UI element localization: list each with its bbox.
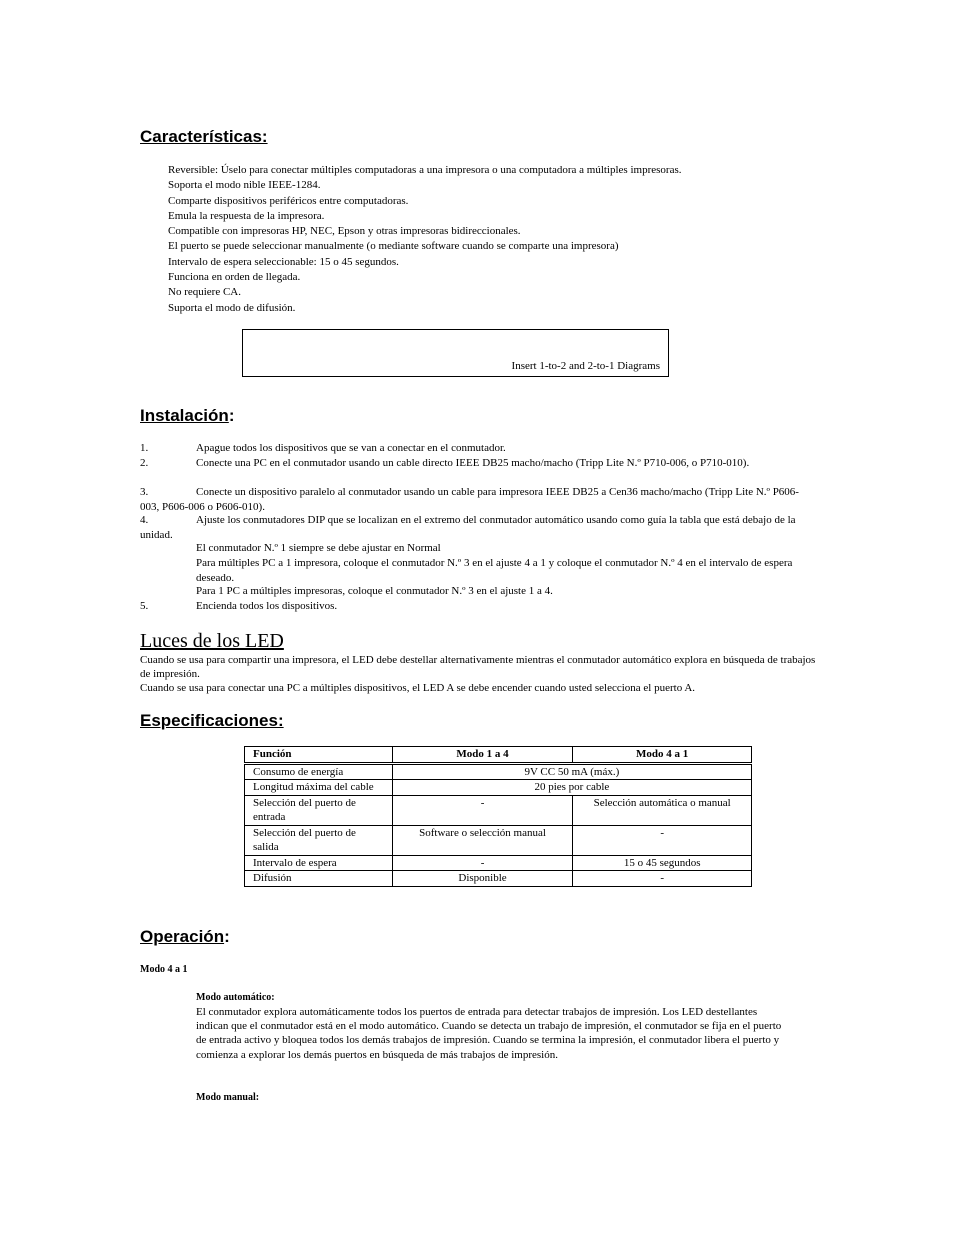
cell-modo-1a4: - bbox=[392, 795, 573, 825]
step-number: 4. bbox=[140, 514, 149, 526]
cell-modo-1a4: - bbox=[392, 855, 573, 871]
table-row bbox=[245, 795, 752, 825]
cell-modo-4a1: - bbox=[573, 871, 752, 887]
feature-item: Comparte dispositivos periféricos entre computadoras. bbox=[168, 194, 409, 207]
column-header: Modo 4 a 1 bbox=[573, 747, 752, 764]
row-label: Selección del puerto de salida bbox=[245, 825, 393, 855]
table-row bbox=[245, 855, 752, 871]
merged-cell: 9V CC 50 mA (máx.) bbox=[392, 763, 751, 780]
step-text: Ajuste los conmutadores DIP que se localizan en el extremo del conmutador automático usando como guía la tabla que está debajo de la unidad. bbox=[140, 514, 796, 541]
diagram-placeholder-text: Insert 1-to-2 and 2-to-1 Diagrams bbox=[511, 360, 660, 372]
install-step bbox=[140, 485, 816, 514]
row-label: Consumo de energía bbox=[245, 763, 393, 780]
instalacion-heading-colon: : bbox=[228, 406, 235, 425]
step-number: 3. bbox=[140, 486, 149, 498]
install-step bbox=[140, 599, 816, 614]
feature-item: Compatible con impresoras HP, NEC, Epson y otras impresoras bidireccionales. bbox=[168, 225, 521, 238]
feature-item: Emula la respuesta de la impresora. bbox=[168, 209, 325, 222]
merged-cell: 20 pies por cable bbox=[392, 780, 751, 796]
step-number: 5. bbox=[140, 600, 149, 612]
feature-item: Soporta el modo nible IEEE-1284. bbox=[168, 179, 321, 192]
features-list bbox=[168, 163, 681, 316]
cell-modo-4a1: Selección automática o manual bbox=[573, 795, 752, 825]
operacion-heading bbox=[140, 927, 230, 947]
cell-modo-4a1: 15 o 45 segundos bbox=[573, 855, 752, 871]
auto-mode-text: El conmutador explora automáticamente todos los puertos de entrada para detectar trabajos de impresión. Los LED destellantes indican que el conmutador está en el modo automático. Cuando se detecta un trabajo de impresión, el conmutador se fija en el puerto de entrada activo y bloquea todos los demás trabajos de impresión. Cuando se termina la impresión, el conmutador libera el puerto y comienza a explorar los demás puertos en búsqueda de más trabajos de impresión. bbox=[196, 1006, 782, 1061]
row-label: Selección del puerto de entrada bbox=[245, 795, 393, 825]
operacion-heading-colon: : bbox=[224, 927, 230, 946]
install-step bbox=[140, 456, 816, 471]
step-text: Apague todos los dispositivos que se van a conectar en el conmutador. bbox=[196, 442, 506, 454]
feature-item: No requiere CA. bbox=[168, 286, 242, 299]
column-header: Modo 1 a 4 bbox=[392, 747, 573, 764]
cell-modo-1a4: Software o selección manual bbox=[392, 825, 573, 855]
mode-title: Modo 4 a 1 bbox=[140, 964, 188, 975]
operacion-heading-text: Operación bbox=[140, 927, 225, 946]
install-sub-item: Para múltiples PC a 1 impresora, coloque el conmutador N.º 3 en el ajuste 4 a 1 y coloque el conmutador N.º 4 en el intervalo de espera deseado. bbox=[196, 557, 793, 584]
install-sub-item: Para 1 PC a múltiples impresoras, coloque el conmutador N.º 3 en el ajuste 1 a 4. bbox=[196, 585, 553, 597]
step-text: Encienda todos los dispositivos. bbox=[196, 600, 338, 612]
feature-item: Reversible: Úselo para conectar múltiples computadoras a una impresora o una computadora a múltiples impresoras. bbox=[168, 164, 682, 176]
instalacion-heading-text: Instalación bbox=[140, 406, 229, 425]
especificaciones-heading: Especificaciones: bbox=[140, 711, 284, 730]
cell-modo-1a4: Disponible bbox=[392, 871, 573, 887]
feature-item: Suporta el modo de difusión. bbox=[168, 301, 296, 314]
feature-item: Funciona en orden de llegada. bbox=[168, 271, 301, 284]
diagram-placeholder-box bbox=[242, 329, 669, 377]
auto-mode-title: Modo automático: bbox=[196, 992, 275, 1003]
luces-heading: Luces de los LED bbox=[140, 630, 284, 652]
caracteristicas-heading: Características: bbox=[140, 127, 268, 146]
install-sub-item: El conmutador N.º 1 siempre se debe ajustar en Normal bbox=[196, 542, 441, 554]
table-header-row bbox=[245, 747, 752, 764]
column-header: Función bbox=[245, 747, 393, 764]
row-label: Longitud máxima del cable bbox=[245, 780, 393, 796]
table-row bbox=[245, 871, 752, 887]
cell-modo-4a1: - bbox=[573, 825, 752, 855]
step-number: 2. bbox=[140, 457, 149, 469]
luces-paragraph: Cuando se usa para conectar una PC a múltiples dispositivos, el LED A se debe encender cuando usted selecciona el puerto A. bbox=[140, 682, 696, 694]
row-label: Intervalo de espera bbox=[245, 855, 393, 871]
install-step bbox=[140, 441, 816, 456]
feature-item: Intervalo de espera seleccionable: 15 o 45 segundos. bbox=[168, 255, 399, 268]
step-text: Conecte un dispositivo paralelo al conmutador usando un cable para impresora IEEE DB25 a Cen36 macho/macho (Tripp Lite N.º P606-003, P606-006 o P606-010). bbox=[140, 486, 799, 513]
feature-item: El puerto se puede seleccionar manualmente (o mediante software cuando se comparte una impresora) bbox=[168, 240, 619, 253]
row-label: Difusión bbox=[245, 871, 393, 887]
install-step bbox=[140, 513, 816, 542]
manual-mode-title: Modo manual: bbox=[196, 1092, 260, 1103]
step-text: Conecte una PC en el conmutador usando un cable directo IEEE DB25 macho/macho (Tripp Lite N.º P710-006, o P710-010). bbox=[196, 457, 750, 469]
table-row bbox=[245, 763, 752, 780]
specifications-table bbox=[244, 746, 752, 887]
step-number: 1. bbox=[140, 442, 149, 454]
luces-paragraph: Cuando se usa para compartir una impresora, el LED debe destellar alternativamente mientras el conmutador automático explora en búsqueda de trabajos de impresión. bbox=[140, 654, 816, 680]
table-row bbox=[245, 825, 752, 855]
instalacion-heading bbox=[140, 406, 234, 426]
table-row bbox=[245, 780, 752, 796]
